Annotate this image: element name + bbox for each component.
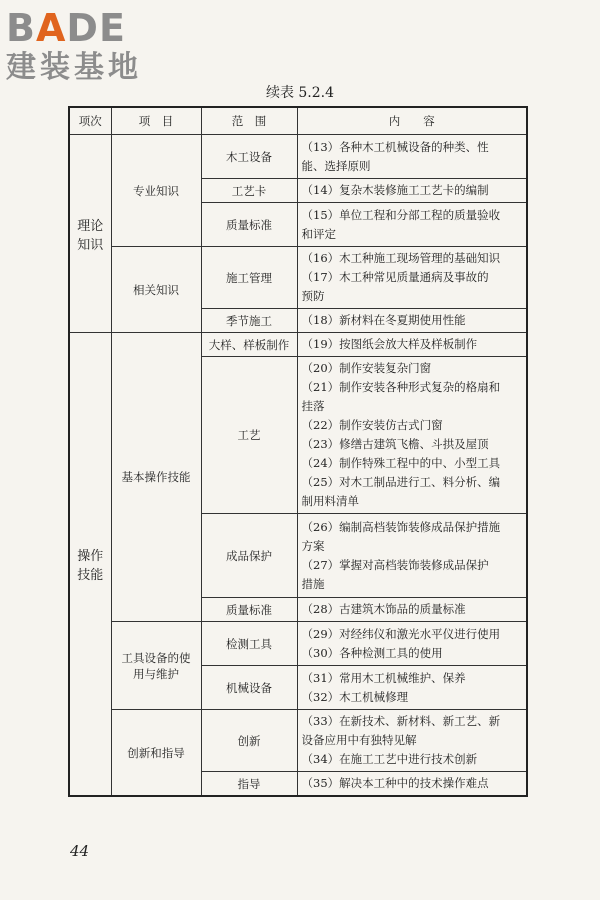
scope-cell: 指导 bbox=[201, 772, 297, 797]
content-cell bbox=[297, 710, 527, 772]
scope-cell: 质量标准 bbox=[201, 598, 297, 622]
scope-cell: 施工管理 bbox=[201, 247, 297, 309]
content-line: （14）复杂木装修施工工艺卡的编制 bbox=[301, 183, 489, 197]
item-cell bbox=[111, 247, 201, 333]
item-text: 基本操作技能 bbox=[121, 470, 191, 484]
scope-cell: 季节施工 bbox=[201, 309, 297, 333]
item-text: 工具设备的使 bbox=[121, 650, 191, 665]
header-cell: 项次 bbox=[69, 107, 111, 135]
content-cell bbox=[297, 357, 527, 514]
content-cell bbox=[297, 622, 527, 666]
content-cell bbox=[297, 179, 527, 203]
table-row bbox=[69, 333, 527, 357]
skills-table bbox=[68, 106, 528, 797]
content-line: （20）制作安装复杂门窗 bbox=[301, 361, 432, 375]
category-text: 技能 bbox=[77, 568, 104, 583]
content-line: （22）制作安装仿古式门窗 bbox=[301, 418, 443, 432]
scope-cell: 成品保护 bbox=[201, 514, 297, 598]
table-caption: 续表 5.2.4 bbox=[265, 85, 335, 101]
content-line: （34）在施工工艺中进行技术创新 bbox=[301, 752, 478, 766]
item-text: 相关知识 bbox=[133, 282, 179, 297]
item-text: 专业知识 bbox=[133, 183, 179, 198]
item-text: 用与维护 bbox=[133, 666, 179, 681]
table-row bbox=[69, 247, 527, 309]
item-cell bbox=[111, 135, 201, 247]
logo-subtitle: 建装基地 bbox=[6, 50, 142, 85]
content-line: （16）木工种施工现场管理的基础知识 bbox=[301, 251, 501, 265]
scope-cell: 创新 bbox=[201, 710, 297, 772]
item-cell bbox=[111, 622, 201, 710]
content-line: （23）修缮古建筑飞檐、斗拱及屋顶 bbox=[301, 437, 489, 451]
item-cell bbox=[111, 333, 201, 622]
content-cell bbox=[297, 514, 527, 598]
logo-brand-text: BADE bbox=[6, 6, 126, 50]
scope-cell: 木工设备 bbox=[201, 135, 297, 179]
item-text: 创新和指导 bbox=[127, 745, 185, 760]
content-cell bbox=[297, 772, 527, 797]
table-header-row bbox=[69, 107, 527, 135]
content-line: （30）各种检测工具的使用 bbox=[301, 645, 443, 660]
category-text: 操作 bbox=[77, 549, 104, 564]
content-line: （31）常用木工机械维护、保养 bbox=[301, 670, 466, 685]
category-cell bbox=[69, 333, 111, 797]
content-cell bbox=[297, 333, 527, 357]
scope-cell: 工艺 bbox=[201, 357, 297, 514]
category-text: 知识 bbox=[77, 237, 104, 253]
header-cell: 内 容 bbox=[297, 107, 527, 135]
scope-cell: 机械设备 bbox=[201, 666, 297, 710]
content-line: （26）编制高档装饰装修成品保护措施 bbox=[301, 519, 501, 534]
content-line: （24）制作特殊工程中的中、小型工具 bbox=[301, 456, 501, 470]
content-cell bbox=[297, 309, 527, 333]
content-line: 能、选择原则 bbox=[301, 158, 371, 173]
content-line: （32）木工机械修理 bbox=[301, 689, 409, 704]
content-line: （15）单位工程和分部工程的质量验收 bbox=[301, 207, 501, 222]
table-row bbox=[69, 135, 527, 179]
content-line: （17）木工种常见质量通病及事故的 bbox=[301, 270, 489, 284]
scope-cell: 检测工具 bbox=[201, 622, 297, 666]
content-line: 挂落 bbox=[301, 399, 325, 413]
content-line: （25）对木工制品进行工、料分析、编 bbox=[301, 475, 501, 489]
content-line: 和评定 bbox=[301, 226, 336, 241]
content-cell bbox=[297, 247, 527, 309]
content-line: 措施 bbox=[301, 576, 325, 591]
brand-logo bbox=[6, 6, 176, 86]
content-cell bbox=[297, 135, 527, 179]
content-line: 制用料清单 bbox=[301, 494, 359, 508]
content-cell bbox=[297, 666, 527, 710]
category-cell bbox=[69, 135, 111, 333]
table-row bbox=[69, 622, 527, 666]
category-text: 理论 bbox=[77, 218, 104, 234]
table-row bbox=[69, 710, 527, 772]
content-line: （27）掌握对高档装饰装修成品保护 bbox=[301, 557, 489, 572]
header-cell: 项 目 bbox=[111, 107, 201, 135]
content-line: 预防 bbox=[301, 289, 325, 303]
scope-cell: 工艺卡 bbox=[201, 179, 297, 203]
content-cell bbox=[297, 598, 527, 622]
content-line: （33）在新技术、新材料、新工艺、新 bbox=[301, 714, 501, 728]
content-line: （28）古建筑木饰品的质量标准 bbox=[301, 602, 466, 616]
content-line: 方案 bbox=[301, 538, 325, 553]
content-line: （19）按图纸会放大样及样板制作 bbox=[301, 337, 478, 351]
content-line: （29）对经纬仪和激光水平仪进行使用 bbox=[301, 626, 501, 641]
content-line: （18）新材料在冬夏期使用性能 bbox=[301, 313, 466, 327]
scope-cell: 质量标准 bbox=[201, 203, 297, 247]
scope-cell: 大样、样板制作 bbox=[201, 333, 297, 357]
content-line: （35）解决本工种中的技术操作难点 bbox=[301, 776, 489, 790]
content-cell bbox=[297, 203, 527, 247]
content-line: （21）制作安装各种形式复杂的格扇和 bbox=[301, 380, 501, 394]
item-cell bbox=[111, 710, 201, 797]
logo-wordmark bbox=[6, 6, 176, 50]
header-cell: 范 围 bbox=[201, 107, 297, 135]
page-number: 44 bbox=[70, 842, 90, 860]
content-line: 设备应用中有独特见解 bbox=[301, 733, 417, 747]
content-line: （13）各种木工机械设备的种类、性 bbox=[301, 139, 489, 154]
